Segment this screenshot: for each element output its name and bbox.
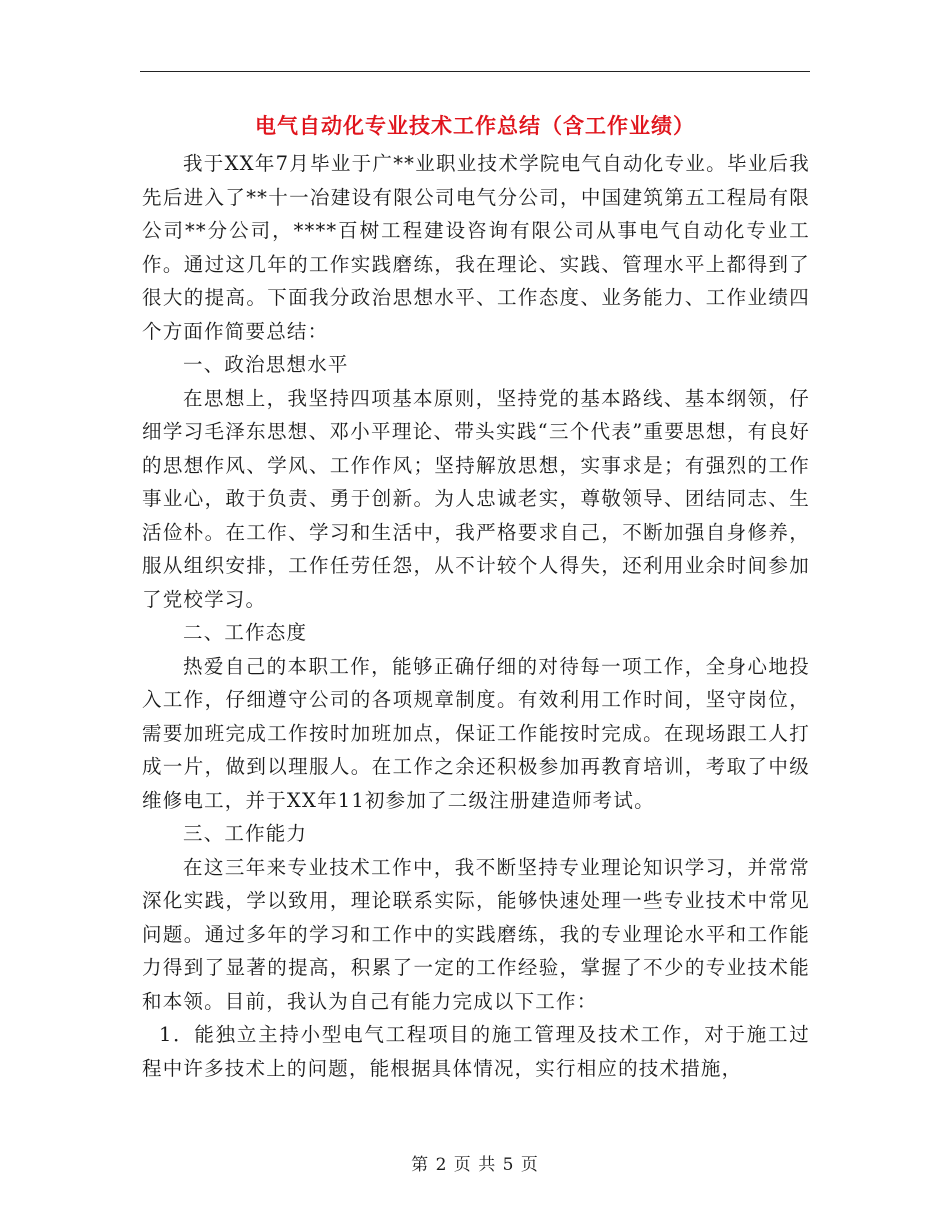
document-title: 电气自动化专业技术工作总结（含工作业绩） (255, 114, 695, 138)
section-heading-ability: 三、工作能力 (183, 822, 308, 845)
ability-paragraph: 在这三年来专业技术工作中，我不断坚持专业理论知识学习，并常常深化实践，学以致用，理论联系实际，能够快速处理一些专业技术中常见问题。通过多年的学习和工作中的实践磨练，我的专业理论水平和工作能力得到了显著的提高，积累了一定的工作经验，掌握了不少的专业技术能和本领。目前，我认为自己有能力完成以下工作： (142, 855, 810, 1013)
ability-list-item-1: 1．能独立主持小型电气工程项目的施工管理及技术工作，对于施工过程中许多技术上的问题，能根据具体情况，实行相应的技术措施， (142, 1023, 810, 1080)
political-paragraph: 在思想上，我坚持四项基本原则，坚持党的基本路线、基本纲领，仔细学习毛泽东思想、邓小平理论、带头实践“三个代表”重要思想，有良好的思想作风、学风、工作作风；坚持解放思想，实事求是；有强烈的工作事业心，敢于负责、勇于创新。为人忠诚老实，尊敬领导、团结同志、生活俭朴。在工作、学习和生活中，我严格要求自己，不断加强自身修养，服从组织安排，工作任劳任怨，从不计较个人得失，还利用业余时间参加了党校学习。 (142, 386, 810, 611)
section-heading-attitude: 二、工作态度 (183, 621, 308, 644)
page-number-footer: 第 2 页 共 5 页 (411, 1155, 539, 1175)
attitude-paragraph: 热爱自己的本职工作，能够正确仔细的对待每一项工作，全身心地投入工作，仔细遵守公司的各项规章制度。有效利用工作时间，坚守岗位，需要加班完成工作按时加班加点，保证工作能按时完成。在现场跟工人打成一片，做到以理服人。在工作之余还积极参加再教育培训，考取了中级维修电工，并于XX年11初参加了二级注册建造师考试。 (142, 654, 810, 812)
header-rule (140, 71, 810, 72)
document-body (142, 147, 810, 1085)
section-heading-political: 一、政治思想水平 (183, 353, 349, 376)
intro-paragraph: 我于XX年7月毕业于广**业职业技术学院电气自动化专业。毕业后我先后进入了**十一冶建设有限公司电气分公司，中国建筑第五工程局有限公司**分公司，****百树工程建设咨询有限公司从事电气自动化专业工作。通过这几年的工作实践磨练，我在理论、实践、管理水平上都得到了很大的提高。下面我分政治思想水平、工作态度、业务能力、工作业绩四个方面作简要总结： (142, 152, 810, 343)
